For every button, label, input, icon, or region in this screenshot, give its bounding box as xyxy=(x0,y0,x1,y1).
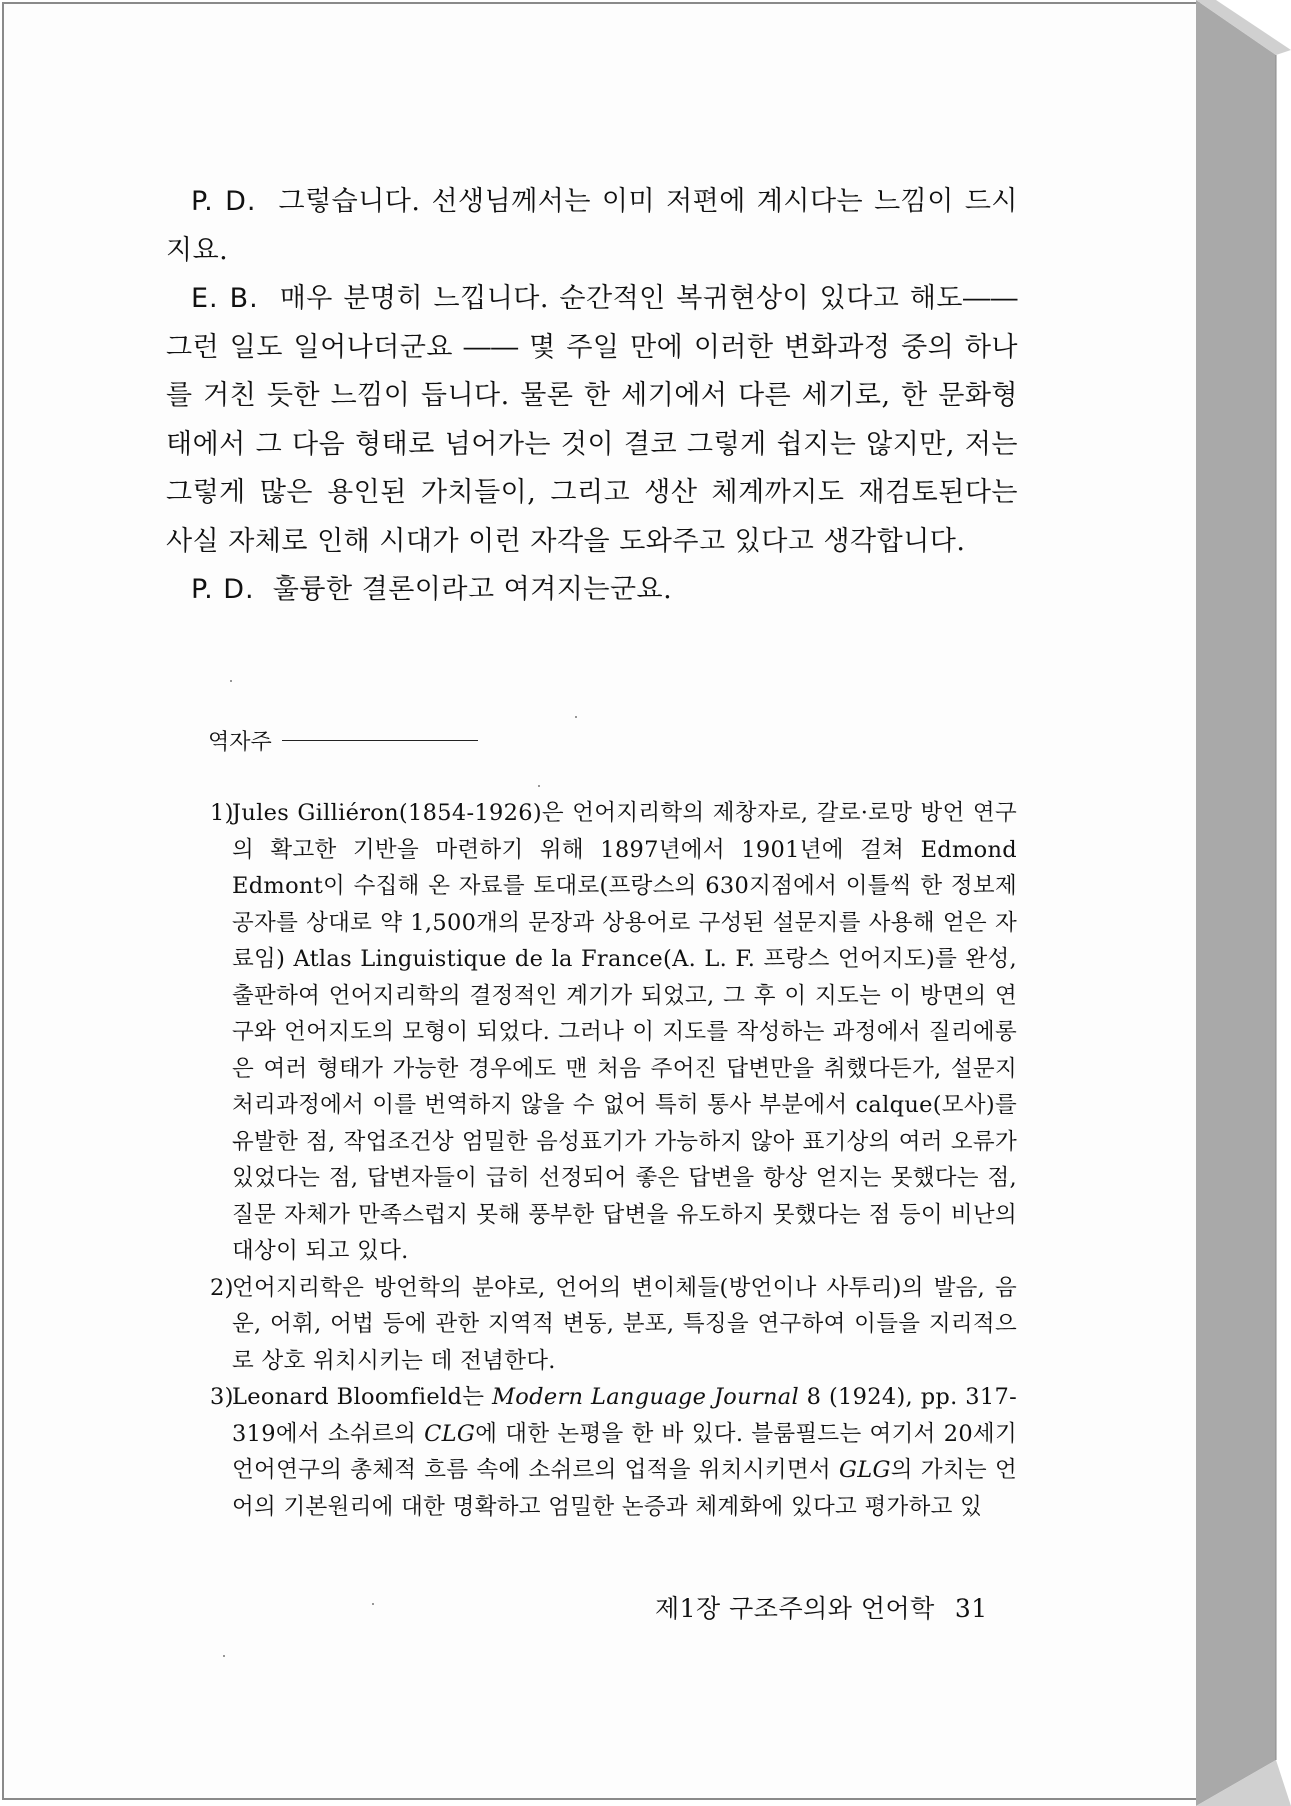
footnote-text-part: 8 (1924), pp. 317-319에서 소쉬르의 xyxy=(232,1384,1017,1447)
scan-speck xyxy=(372,1603,374,1605)
scan-speck xyxy=(538,785,540,787)
dialogue-paragraph xyxy=(166,566,1018,615)
notes-heading-rule xyxy=(282,740,478,741)
footnote-text: 언어지리학은 방언학의 분야로, 언어의 변이체들(방언이나 사투리)의 발음, 음운, 어휘, 어법 등에 관한 지역적 변동, 분포, 특징을 연구하여 이들을 지리적으로 상호 위치시키는 데 전념한다. xyxy=(232,1274,1017,1374)
chapter-title: 제1장 구조주의와 언어학 xyxy=(655,1594,935,1623)
dialogue-text: 훌륭한 결론이라고 여겨지는군요. xyxy=(272,574,673,605)
footnote-number: 3) xyxy=(210,1384,234,1410)
dialogue-paragraph xyxy=(166,178,1018,275)
footnote xyxy=(210,795,1017,1270)
footnote-number: 1) xyxy=(210,800,234,826)
notes-heading-label: 역자주 xyxy=(208,730,272,755)
footnote-text-part: Leonard Bloomfield는 xyxy=(232,1384,492,1410)
journal-title: Modern Language Journal xyxy=(491,1384,799,1410)
translator-notes xyxy=(210,795,1017,1525)
footnote-text xyxy=(232,1379,1017,1525)
speaker-label: E. B. xyxy=(191,283,259,314)
footnote-text-part: 의 가치는 언어의 기본원리에 대한 명확하고 엄밀한 논증과 체계화에 있다고 평가하고 있 xyxy=(232,1457,1017,1520)
dialogue-text: 그렇습니다. 선생님께서는 이미 저편에 계시다는 느낌이 드시지요. xyxy=(166,186,1018,266)
footnote xyxy=(210,1270,1017,1380)
dialogue-body xyxy=(166,178,1018,615)
speaker-label: P. D. xyxy=(191,186,257,217)
scan-speck xyxy=(230,680,232,682)
scan-speck xyxy=(575,716,577,718)
translator-notes-heading xyxy=(208,725,478,756)
page-footer xyxy=(655,1589,988,1625)
footnote-text: Jules Gilliéron(1854-1926)은 언어지리학의 제창자로, 갈로·로망 방언 연구의 확고한 기반을 마련하기 위해 1897년에서 1901년에 걸쳐 Edmond Edmont이 수집해 온 자료를 토대로(프랑스의 630지점에서 이틀씩 한 정보제공자를 상대로 약 1,500개의 문장과 상용어로 구성된 설문지를 사용해 얻은 자료임) Atlas Linguistique de la France(A. L. F. 프랑스 언어지도)를 완성, 출판하여 언어지리학의 결정적인 계기가 되었고, 그 후 이 지도는 이 방면의 연구와 언어지도의 모형이 되었다. 그러나 이 지도를 작성하는 과정에서 질리에롱은 여러 형태가 가능한 경우에도 맨 처음 주어진 답변만을 취했다든가, 설문지 처리과정에서 이를 번역하지 않을 수 없어 특히 통사 부분에서 calque(모사)를 유발한 점, 작업조건상 엄밀한 음성표기가 가능하지 않아 표기상의 여러 오류가 있었다는 점, 답변자들이 급히 선정되어 좋은 답변을 항상 얻지는 못했다는 점, 질문 자체가 만족스럽지 못해 풍부한 답변을 유도하지 못했다는 점 등이 비난의 대상이 되고 있다. xyxy=(232,800,1017,1264)
book-abbrev: GLG xyxy=(838,1457,891,1483)
footnote-number: 2) xyxy=(210,1274,234,1301)
book-edge-shading xyxy=(1196,0,1291,1806)
speaker-label: P. D. xyxy=(191,574,255,605)
dialogue-text: 매우 분명히 느낍니다. 순간적인 복귀현상이 있다고 해도―― 그런 일도 일어나더군요 ―― 몇 주일 만에 이러한 변화과정 중의 하나를 거친 듯한 느낌이 듭니다. 물론 한 세기에서 다른 세기로, 한 문화형태에서 그 다음 형태로 넘어가는 것이 결코 그렇게 쉽지는 않지만, 저는 그렇게 많은 용인된 가치들이, 그리고 생산 체계까지도 재검토된다는 사실 자체로 인해 시대가 이런 자각을 도와주고 있다고 생각합니다. xyxy=(166,283,1018,557)
scan-speck xyxy=(223,1655,225,1657)
page-number: 31 xyxy=(954,1594,988,1623)
footnote-text-part: 에 대한 논평을 한 바 있다. 블룸필드는 여기서 20세기 언어연구의 총체적 흐름 속에 소쉬르의 업적을 위치시키면서 xyxy=(232,1420,1018,1483)
footnote xyxy=(210,1379,1017,1525)
book-abbrev: CLG xyxy=(424,1420,476,1447)
dialogue-paragraph xyxy=(166,275,1018,566)
